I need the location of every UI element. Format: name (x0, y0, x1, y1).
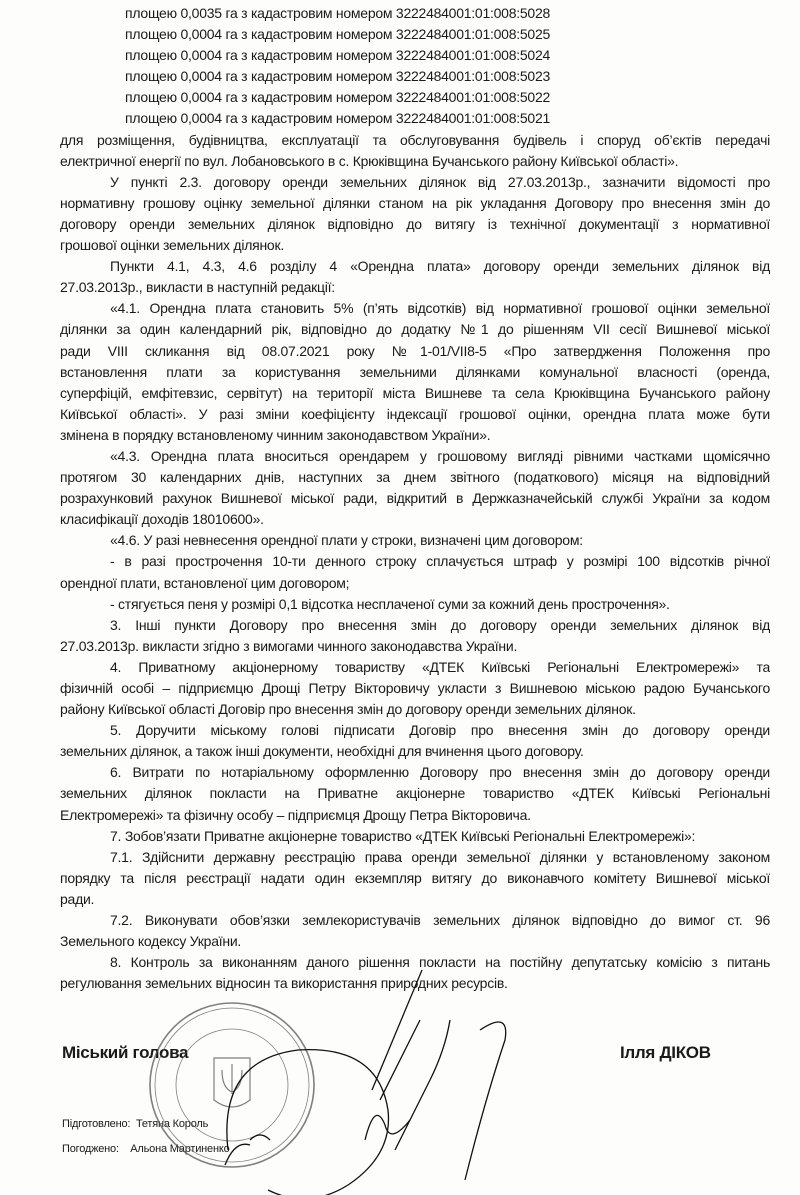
text-line: ради VIII скликання від 08.07.2021 року №1-01/VII8-5 «Про затвердження Положення про (60, 342, 770, 359)
text-line: У пункті 2.3. договору оренди земельних ділянок від 27.03.2013р., зазначити відомості про (110, 173, 770, 190)
agreed-label: Погоджено: (62, 1143, 119, 1155)
text-line: розрахунковий рахунок Вишневої міської ради, відкритий в Держказначейській службі України за кодом (60, 490, 770, 507)
text-line: класифікації доходів 18010600». (60, 511, 264, 528)
text-line: «4.3. Орендна плата вноситься орендарем у грошовому вигляді рівними частками щомісячно (110, 447, 770, 464)
text-line: договору оренди земельних ділянок відповідно до витягу із технічної документації з нормативної (60, 215, 770, 232)
text-line: 8. Контроль за виконанням даного рішення покласти на постійну депутатську комісію з питань (110, 954, 770, 971)
text-line: Електромережі» та фізичну особу – підприємця Дрощу Петра Вікторовича. (60, 806, 531, 823)
signatory-position: Міський голова (62, 1043, 189, 1062)
signatory-name: Ілля ДІКОВ (620, 1043, 711, 1062)
text-line: 27.03.2013р., викласти в наступній редакції: (60, 279, 335, 296)
text-line: Земельного кодексу України. (60, 933, 242, 950)
text-line: 3. Інші пункти Договору про внесення змін до договору оренди земельних ділянок від (110, 616, 770, 633)
prepared-name: Тетяна Король (135, 1118, 209, 1130)
agreed-name: Альона Мартиненко (130, 1143, 230, 1155)
text-line: змінена в порядку встановленому чинним законодавством України». (60, 426, 491, 443)
text-line: площею 0,0004 га з кадастровим номером 3222484001:01:008:5025 (125, 26, 551, 43)
text-line: протягом 30 календарних днів, наступних за днем звітного (податкового) місяця на відповідний (60, 469, 770, 486)
text-line: для розміщення, будівництва, експлуатації та обслуговування будівель і споруд об’єктів передачі (60, 131, 770, 148)
text-line: району Київської області Договір про внесення змін до договору оренди земельних ділянок. (60, 701, 636, 718)
text-line: площею 0,0004 га з кадастровим номером 3222484001:01:008:5024 (125, 47, 551, 64)
text-line: 7. Зобов’язати Приватне акціонерне товариство «ДТЕК Київські Регіональні Електромережі»: (110, 827, 696, 844)
prepared-label: Підготовлено: (62, 1118, 131, 1130)
text-line: 6. Витрати по нотаріальному оформленню Договору про внесення змін до договору оренди (110, 764, 770, 781)
text-line: порядку та після реєстрації надати один екземпляр витягу до виконавчого комітету Вишневої міської (60, 869, 770, 886)
text-line: 7.2. Виконувати обов’язки землекористувачів земельних ділянок відповідно до вимог ст. 96 (110, 912, 770, 929)
text-line: грошової оцінки земельних ділянок. (60, 237, 284, 254)
text-line: - стягується пеня у розмірі 0,1 відсотка несплаченої суми за кожний день прострочення». (110, 595, 670, 612)
text-line: 27.03.2013р. викласти згідно з вимогами чинного законодавства України. (60, 637, 518, 654)
text-line: регулювання земельних відносин та використання природних ресурсів. (60, 975, 508, 992)
text-line: площею 0,0004 га з кадастровим номером 3222484001:01:008:5022 (125, 89, 551, 106)
text-line: 5. Доручити міському голові підписати Договір про внесення змін до договору оренди (110, 722, 770, 739)
text-line: земельних ділянок покласти на Приватне акціонерне товариство «ДТЕК Київські Регіональні (60, 785, 770, 802)
text-line: земельних ділянок, а також інші документи, необхідні для вчинення цього договору. (60, 743, 584, 760)
text-line: «4.1. Орендна плата становить 5% (п’ять відсотків) від нормативної грошової оцінки земельної (110, 300, 770, 317)
text-line: «4.6. У разі невнесення орендної плати у строки, визначені цим договором: (110, 532, 583, 549)
text-line: Київської області». У разі зміни коефіцієнту індексації грошової оцінки, орендна плата може бути (60, 405, 770, 422)
text-line: ради. (60, 890, 95, 907)
stamp-seal (150, 1003, 314, 1167)
text-line: площею 0,0004 га з кадастровим номером 3222484001:01:008:5021 (125, 110, 551, 127)
text-line: встановлення плати за користування земельними ділянками комунальної власності (оренда, (60, 363, 770, 380)
text-line: площею 0,0004 га з кадастровим номером 3222484001:01:008:5023 (125, 68, 551, 85)
text-line: ділянки за один календарний рік, відповідно до додатку №1 до рішенням VII сесії Вишневої міської (60, 321, 770, 338)
text-line: фізичній особі – підприємцю Дрощі Петру Вікторовичу укласти з Вишневою міською радою Бучанського (60, 680, 770, 696)
text-line: нормативну грошову оцінку земельної ділянки станом на рік укладання Договору про внесення змін до (60, 194, 770, 211)
text-line: 4. Приватному акціонерному товариству «ДТЕК Київські Регіональні Електромережі» та (110, 658, 770, 675)
text-line: - в разі прострочення 10-ти денного строку сплачується штраф у розмірі 100 відсотків річної (110, 553, 770, 570)
text-line: суперфіцій, емфітевзис, сервітут) на території міста Вишневе та села Крюківщина Бучанського району (60, 384, 770, 401)
text-line: орендної плати, встановленої цим договором; (60, 574, 350, 591)
text-line: Пункти 4.1, 4.3, 4.6 розділу 4 «Орендна плата» договору оренди земельних ділянок від (110, 258, 770, 275)
text-line: 7.1. Здійснити державну реєстрацію права оренди земельної ділянки у встановленому законом (110, 848, 770, 865)
text-line: електричної енергії по вул. Лобановського в с. Крюківщина Бучанського району Київської області». (60, 152, 679, 169)
handwritten-signature (225, 970, 506, 1195)
text-line: площею 0,0035 га з кадастровим номером 3222484001:01:008:5028 (125, 5, 551, 21)
